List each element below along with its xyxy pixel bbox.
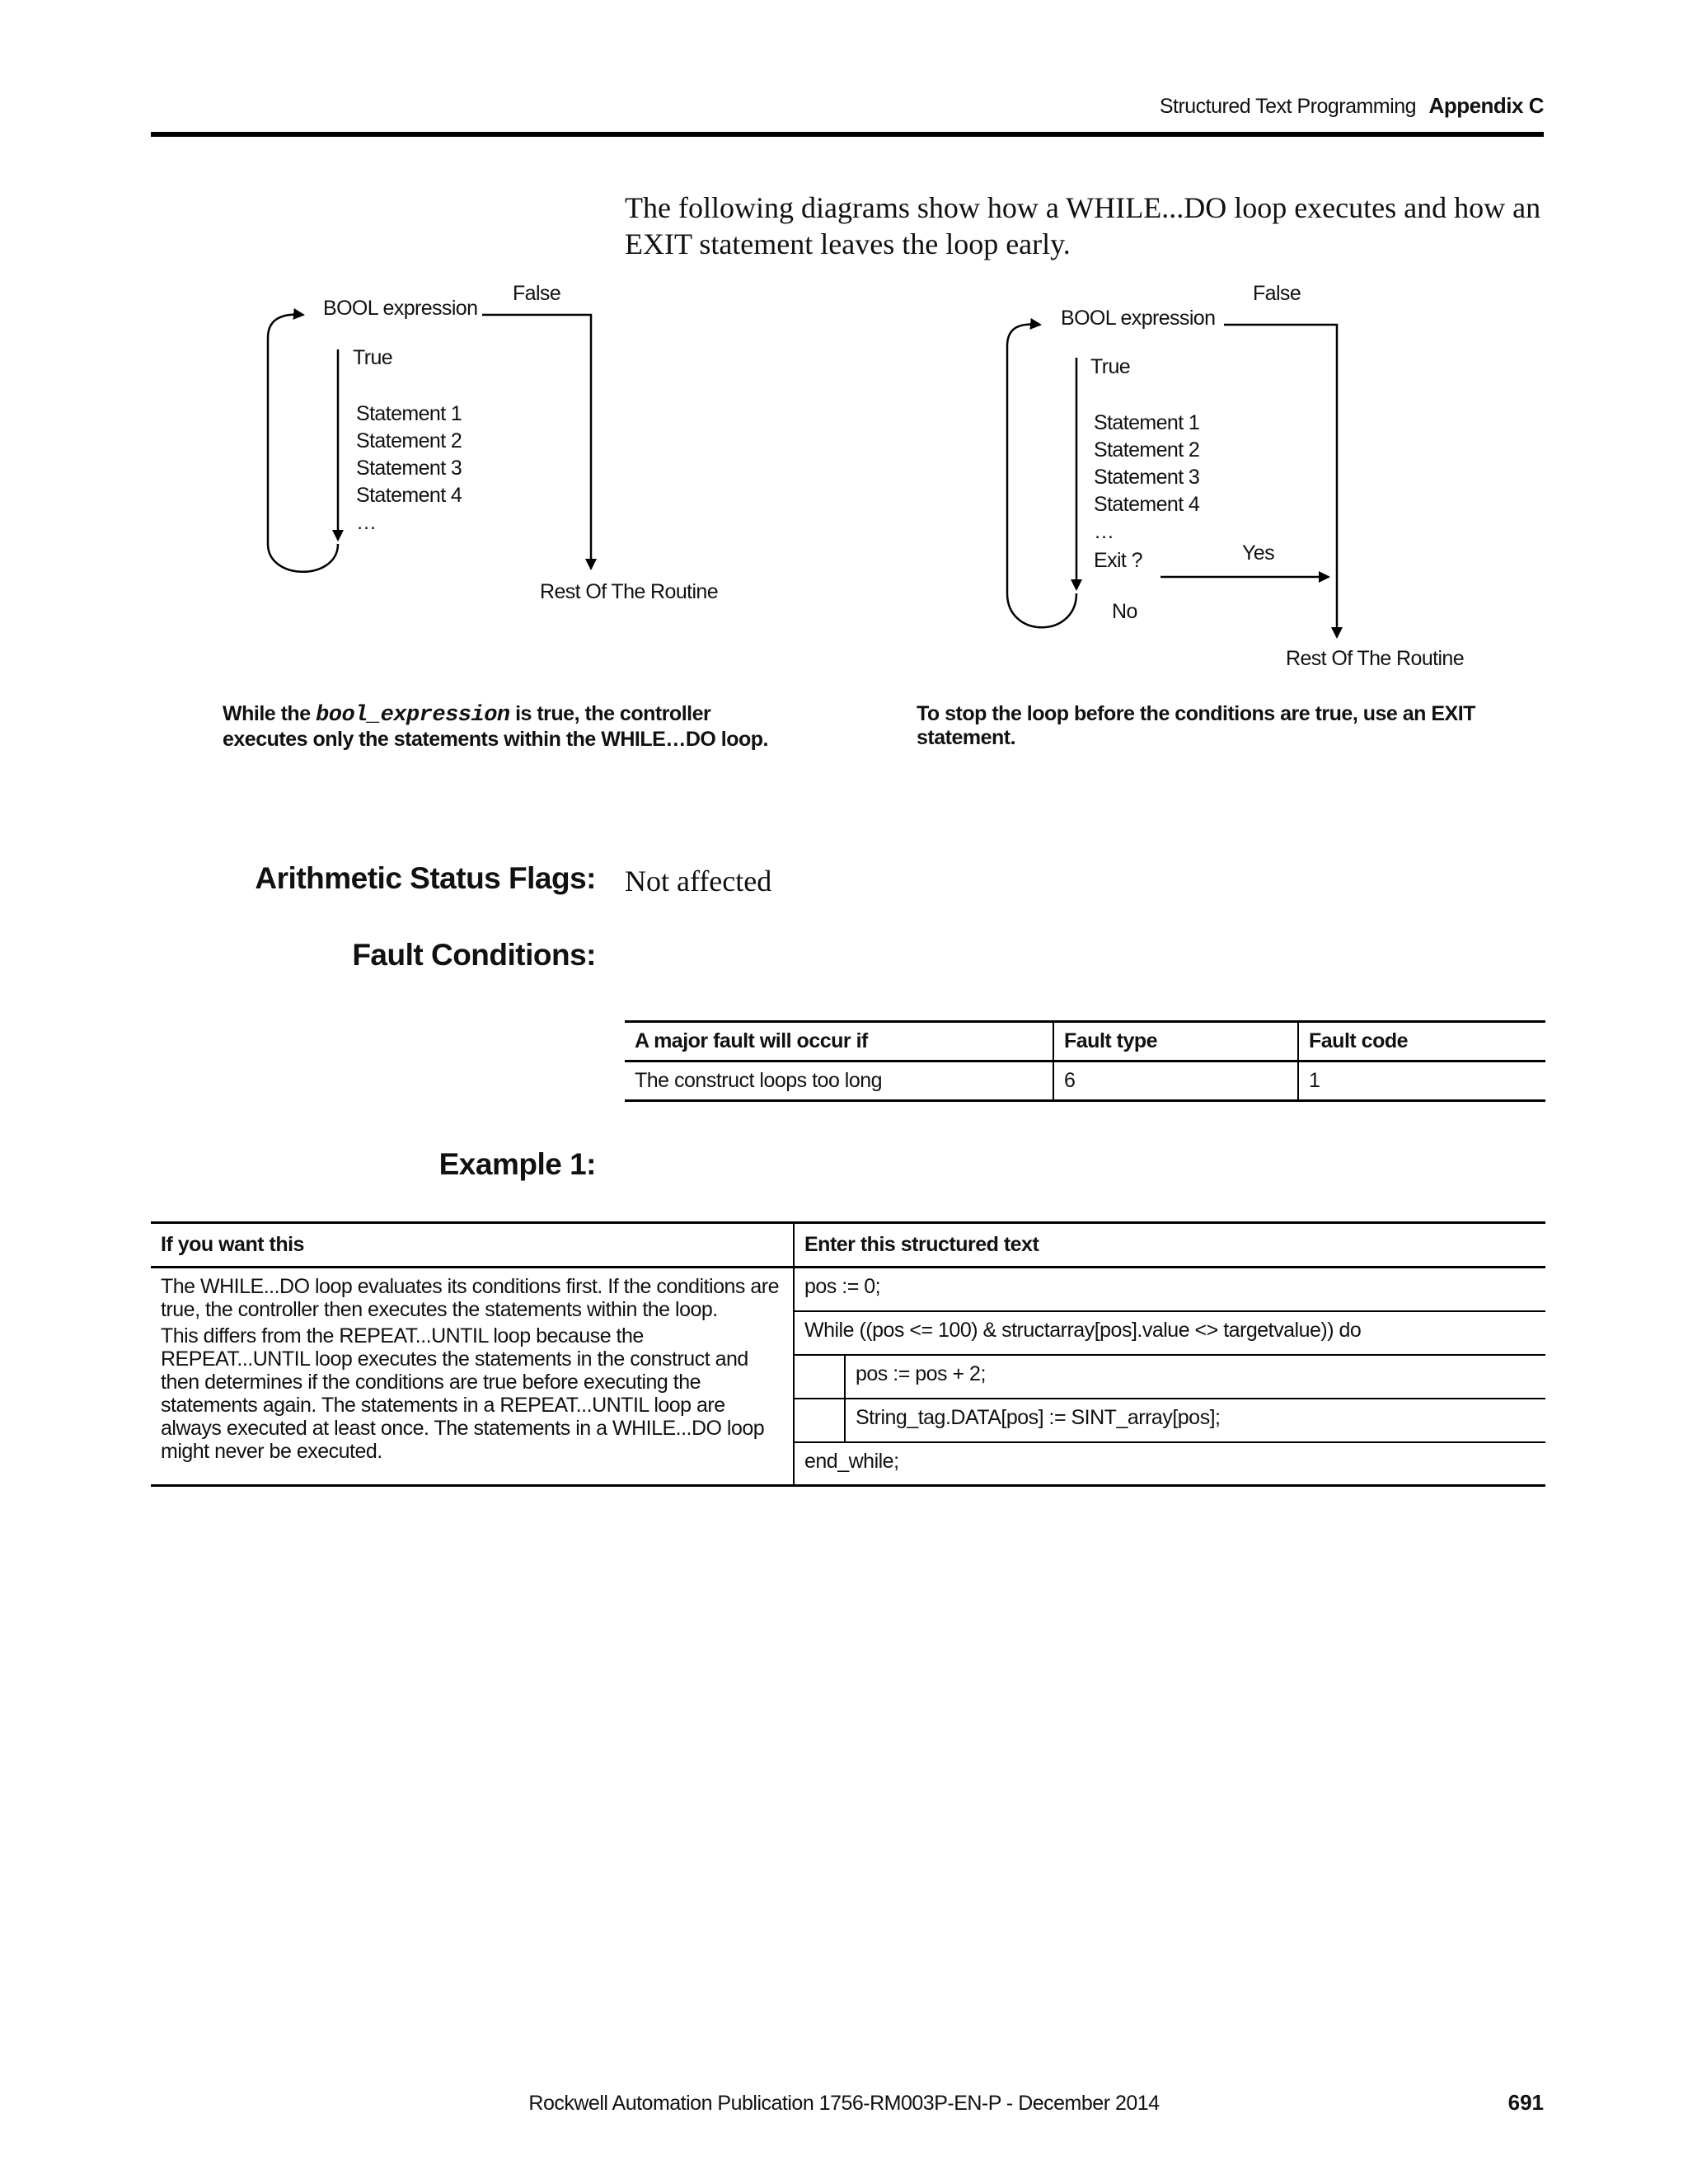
left-caption-line2: executes only the statements within the WHILE…DO loop.: [223, 728, 768, 751]
left-false-arrow: [482, 315, 591, 569]
right-yes-label: Yes: [1242, 541, 1274, 565]
example-col-code: Enter this structured text: [794, 1223, 1545, 1268]
left-statement-4: Statement 4: [356, 484, 462, 507]
right-no-label: No: [1112, 600, 1137, 623]
right-exit-label: Exit ?: [1094, 549, 1142, 572]
footer-publication: Rockwell Automation Publication 1756-RM003P-EN-P - December 2014: [528, 2092, 1160, 2115]
code-line-1: pos := 0;: [794, 1268, 1545, 1311]
right-loop-back-arrow: [1007, 324, 1076, 627]
left-statement-2: Statement 2: [356, 429, 462, 452]
fault-cell-condition: The construct loops too long: [625, 1062, 1053, 1101]
right-false-label: False: [1253, 282, 1301, 305]
right-true-label: True: [1090, 355, 1131, 378]
code-line-3: pos := pos + 2;: [845, 1355, 1545, 1399]
right-statement-ellipsis: …: [1094, 520, 1114, 543]
right-statement-3: Statement 3: [1094, 466, 1200, 489]
fault-cell-type: 6: [1053, 1062, 1298, 1101]
example-description-p2: This differs from the REPEAT...UNTIL loop because the REPEAT...UNTIL loop executes the statements in the construct and then determines if the conditions are true before executing the statements again. The statements in a REPEAT...UNTIL loop are always executed at least once. The statements in a WHILE...DO loop might never be executed.: [161, 1324, 765, 1463]
left-rest-of-routine: Rest Of The Routine: [540, 580, 719, 603]
table-row: [151, 1268, 1545, 1311]
code-indent-spacer: [794, 1399, 845, 1442]
code-line-4: String_tag.DATA[pos] := SINT_array[pos];: [845, 1399, 1545, 1442]
right-diagram-caption: To stop the loop before the conditions are true, use an EXIT statement.: [917, 702, 1475, 749]
left-bool-expression: BOOL expression: [323, 297, 478, 320]
page-number: 691: [1507, 2090, 1544, 2115]
left-false-label: False: [513, 282, 561, 305]
example-col-want: If you want this: [151, 1223, 794, 1268]
example-description-cell: [151, 1268, 794, 1486]
example-table: [151, 1221, 1545, 1487]
right-false-arrow: [1224, 325, 1337, 637]
right-rest-of-routine: Rest Of The Routine: [1286, 647, 1465, 670]
fault-col-condition: A major fault will occur if: [625, 1022, 1053, 1062]
header-section-title: Structured Text Programming: [1159, 95, 1416, 118]
left-caption-code: bool_expression: [316, 703, 510, 728]
left-true-label: True: [353, 346, 393, 369]
table-row: [625, 1062, 1545, 1101]
fault-table-header-row: [625, 1022, 1545, 1062]
right-statement-1: Statement 1: [1094, 411, 1200, 434]
code-indent-spacer: [794, 1355, 845, 1399]
right-statement-2: Statement 2: [1094, 438, 1200, 462]
intro-paragraph: The following diagrams show how a WHILE...DO loop executes and how an EXIT statement leaves the loop early.: [625, 191, 1541, 260]
left-statement-3: Statement 3: [356, 457, 462, 480]
code-line-5: end_while;: [794, 1442, 1545, 1486]
example-table-header-row: [151, 1223, 1545, 1268]
left-caption-pre: While the: [223, 702, 311, 725]
right-bool-expression: BOOL expression: [1061, 307, 1216, 330]
fault-cell-code: 1: [1298, 1062, 1545, 1101]
left-statement-ellipsis: …: [356, 511, 377, 534]
fault-col-code: Fault code: [1298, 1022, 1545, 1062]
left-diagram-caption: [223, 702, 816, 752]
right-statement-4: Statement 4: [1094, 493, 1200, 516]
arith-status-value: Not affected: [625, 865, 772, 898]
example-description-p1: The WHILE...DO loop evaluates its conditions first. If the conditions are true, the controller then executes the statements within the loop.: [161, 1275, 779, 1321]
fault-conditions-heading: Fault Conditions:: [352, 938, 596, 972]
left-loop-back-arrow: [268, 315, 338, 572]
header-appendix-label: Appendix C: [1428, 93, 1544, 118]
example-heading: Example 1:: [438, 1147, 596, 1181]
arith-status-heading: Arithmetic Status Flags:: [255, 861, 596, 895]
fault-col-type: Fault type: [1053, 1022, 1298, 1062]
code-line-2: While ((pos <= 100) & structarray[pos].value <> targetvalue)) do: [794, 1311, 1545, 1355]
left-caption-post: is true, the controller: [515, 702, 711, 725]
left-statement-1: Statement 1: [356, 402, 462, 425]
while-loop-diagrams: [0, 0, 1688, 742]
fault-conditions-table: [625, 1020, 1545, 1102]
